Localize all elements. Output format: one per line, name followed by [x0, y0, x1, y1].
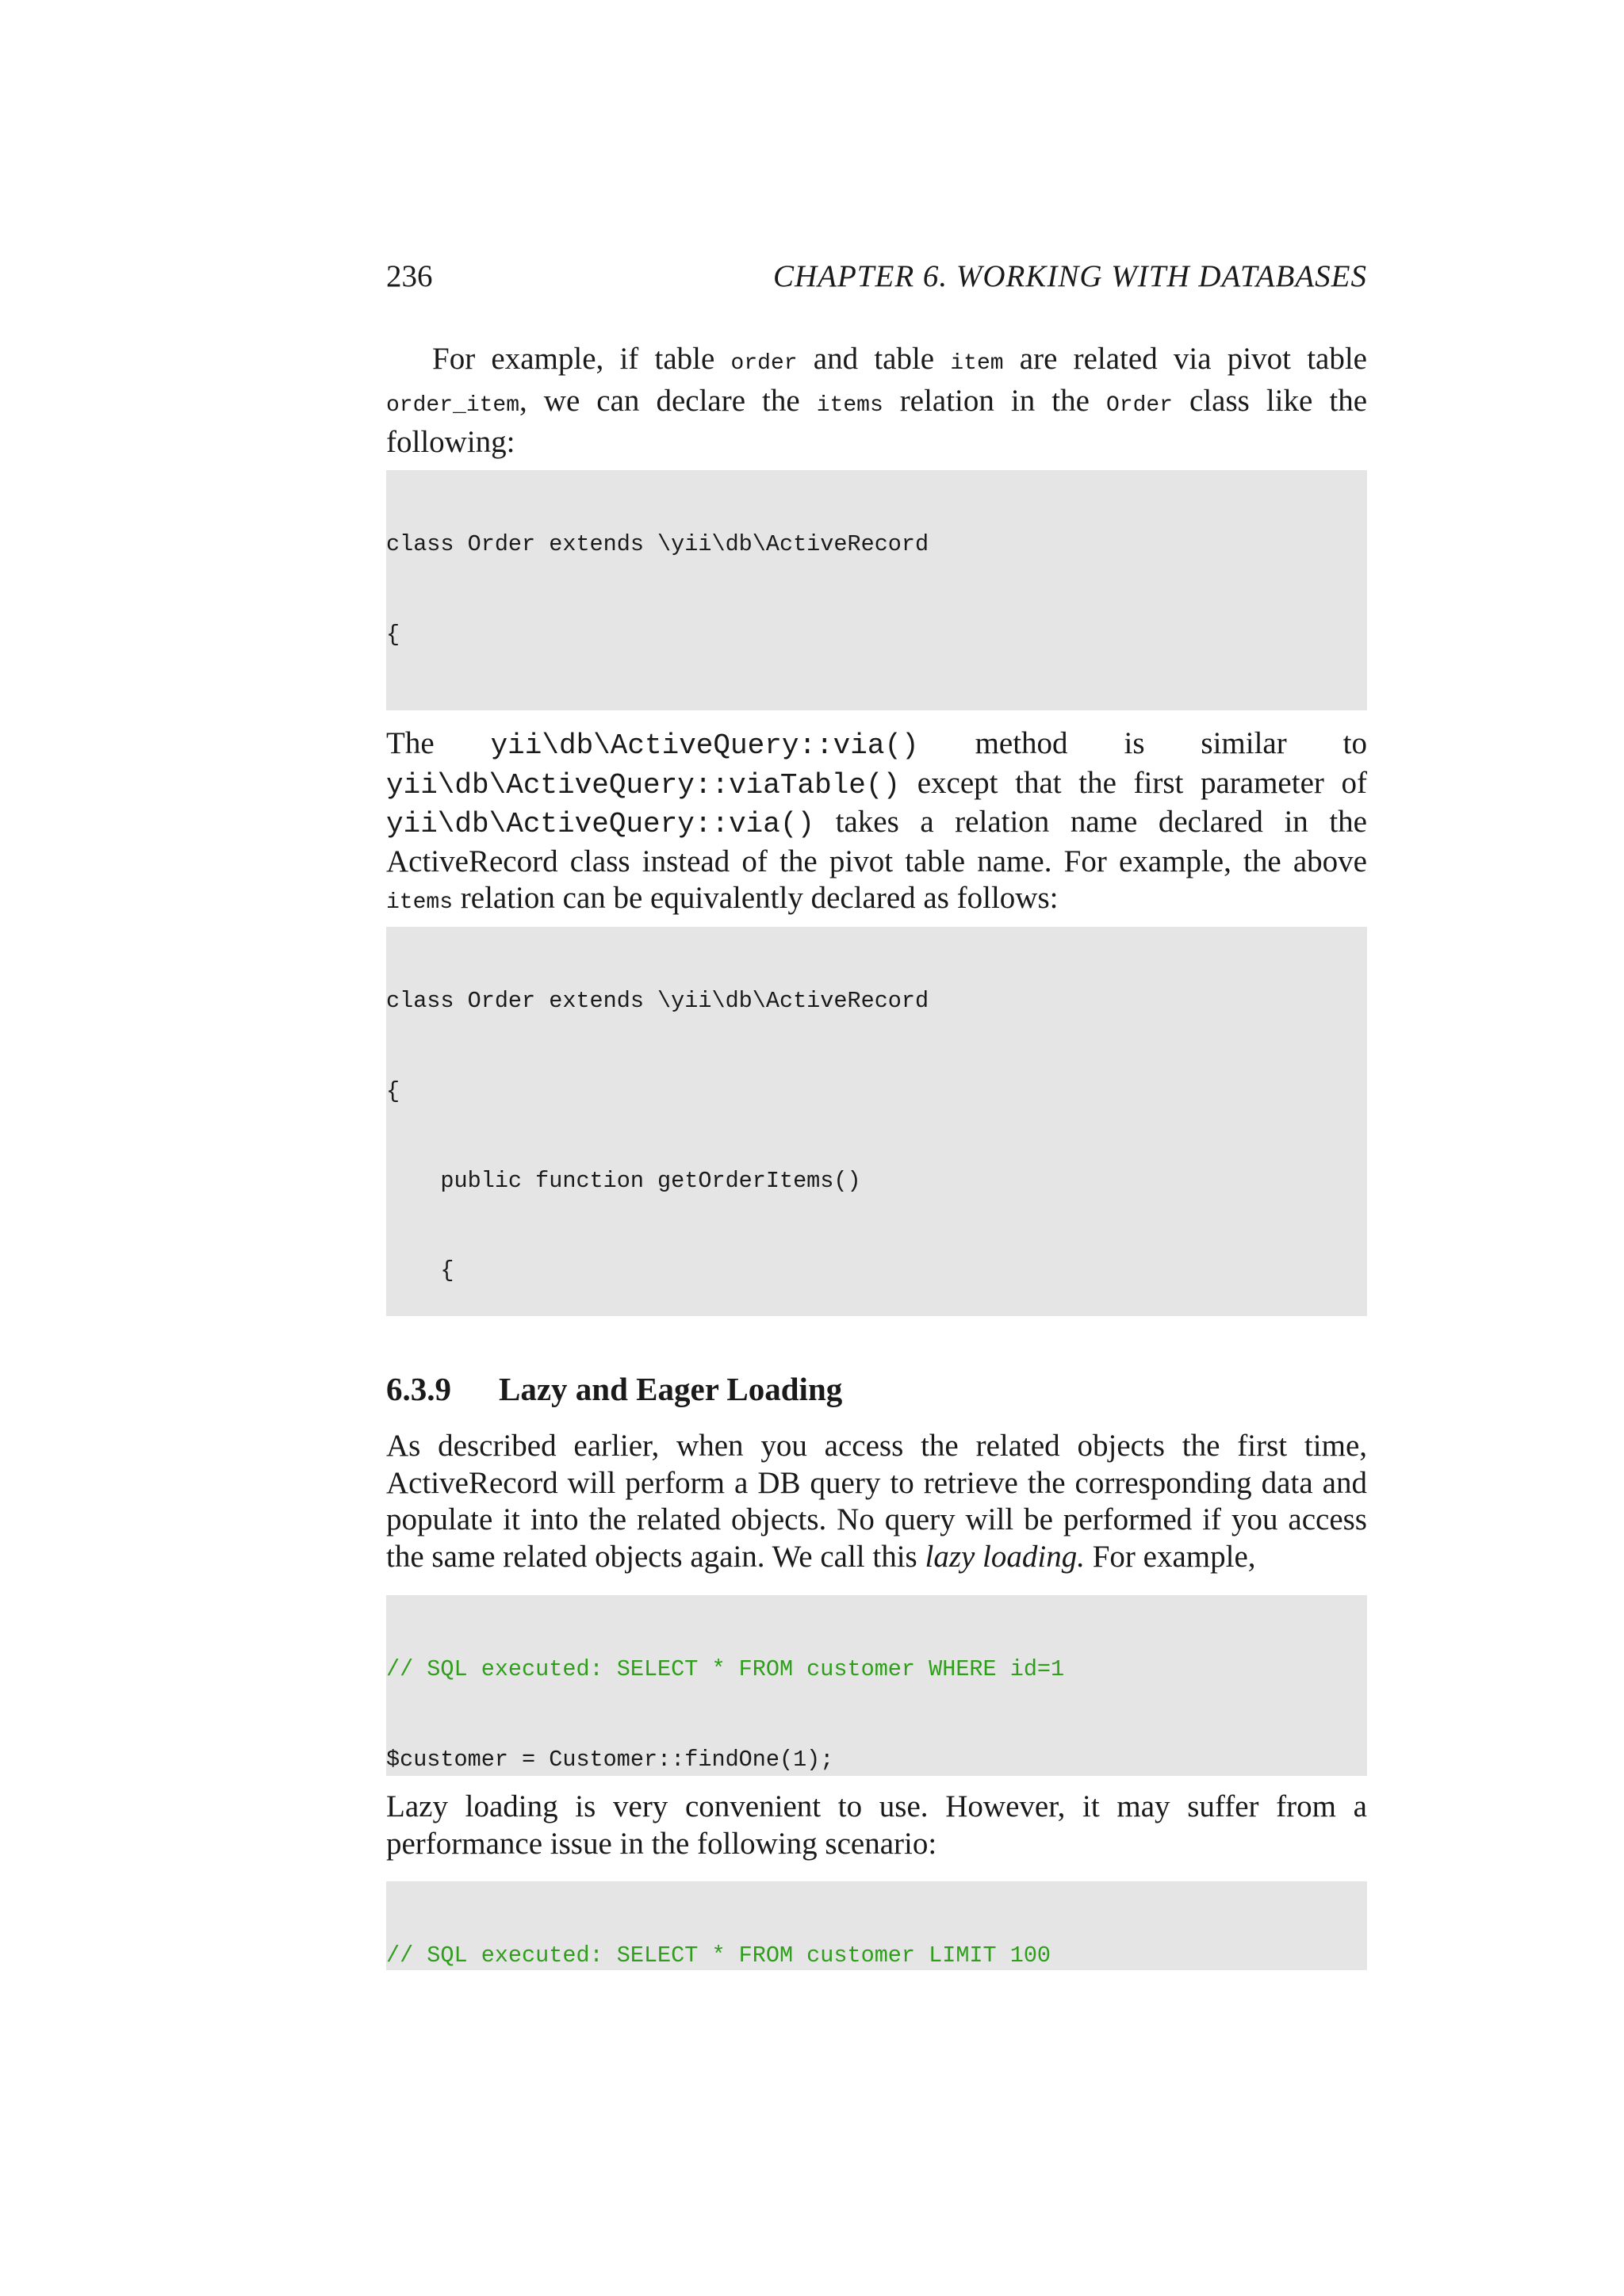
- code-line: {: [386, 1077, 400, 1104]
- code-line: class Order extends \yii\db\ActiveRecord: [386, 531, 929, 558]
- code-block-customers: [386, 1881, 1367, 1970]
- section-title: Lazy and Eager Loading: [499, 1371, 843, 1407]
- code-line: public function getOrderItems(): [386, 1167, 861, 1194]
- emphasis: lazy loading.: [925, 1539, 1085, 1574]
- inline-code: item: [950, 351, 1004, 376]
- running-header: [386, 258, 1367, 298]
- code-line: {: [386, 621, 400, 648]
- intro-paragraph: For example, if table order and table item are related via pivot table order_item, we can declare the items relation in the Order class like the following:: [386, 342, 1368, 459]
- code-comment: // SQL executed: SELECT * FROM customer WHERE id=1: [386, 1656, 1065, 1683]
- inline-code: order_item: [386, 392, 520, 418]
- section-number: 6.3.9: [386, 1371, 451, 1407]
- inline-code: order: [730, 351, 798, 376]
- code-block-viatable: [386, 470, 1367, 710]
- performance-paragraph: Lazy loading is very convenient to use. However, it may suffer from a performance issue in the following scenario:: [386, 1789, 1367, 1861]
- code-line: {: [386, 1257, 454, 1284]
- page-number: 236: [386, 259, 433, 293]
- code-block-lazy: [386, 1595, 1367, 1776]
- section-heading: [386, 1370, 1367, 1408]
- via-method-paragraph: The yii\db\ActiveQuery::via() method is similar to yii\db\ActiveQuery::viaTable() except that the first parameter of yii\db\ActiveQuery::via() takes a relation name declared in the ActiveRecord class instead of the pivot table name. For example, the above items relation can be equivalently declared as follows:: [386, 726, 1367, 915]
- inline-code: yii\db\ActiveQuery::via(): [490, 729, 919, 762]
- chapter-title: CHAPTER 6. WORKING WITH DATABASES: [772, 259, 1367, 293]
- code-line: class Order extends \yii\db\ActiveRecord: [386, 988, 929, 1015]
- inline-code: yii\db\ActiveQuery::viaTable(): [386, 768, 901, 802]
- code-comment: // SQL executed: SELECT * FROM customer LIMIT 100: [386, 1942, 1051, 1969]
- code-block-via: [386, 927, 1367, 1316]
- inline-code: items: [386, 890, 454, 915]
- code-line: $customer = Customer::findOne(1);: [386, 1746, 834, 1773]
- inline-code: items: [816, 392, 883, 418]
- inline-code: yii\db\ActiveQuery::via(): [386, 808, 815, 840]
- inline-code: Order: [1105, 392, 1173, 418]
- lazy-loading-paragraph: As described earlier, when you access the related objects the first time, ActiveRecord will perform a DB query to retrieve the corresponding data and populate it into the related objects. No query will be performed if you access the same related objects again. We call this lazy loading. For example,: [386, 1429, 1367, 1574]
